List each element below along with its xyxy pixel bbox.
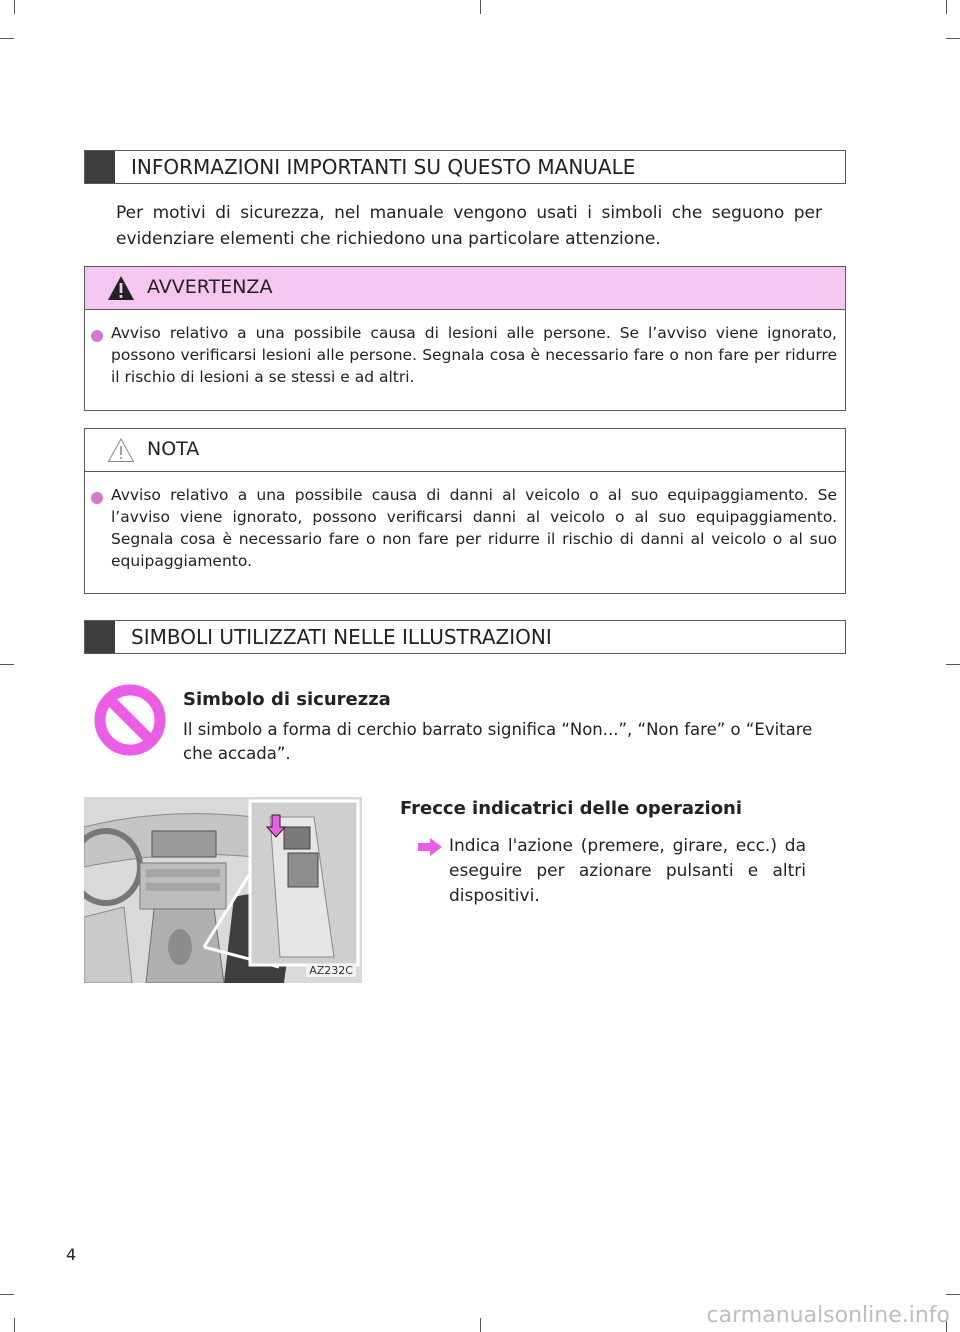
notice-label: NOTA	[147, 438, 200, 460]
section-header-manual-info	[84, 150, 846, 184]
section-title: INFORMAZIONI IMPORTANTI SU QUESTO MANUALE	[131, 155, 636, 179]
prohibition-symbol-icon	[94, 684, 166, 756]
operation-arrows-title: Frecce indicatrici delle operazioni	[400, 798, 743, 819]
crop-mark	[14, 1318, 15, 1332]
crop-mark	[946, 38, 960, 39]
section-header-block	[85, 151, 115, 183]
crop-mark	[14, 0, 15, 14]
warning-box	[84, 266, 846, 411]
crop-mark	[0, 38, 14, 39]
crop-mark	[0, 664, 14, 665]
section-header-illustration-symbols	[84, 620, 846, 654]
section-title: SIMBOLI UTILIZZATI NELLE ILLUSTRAZIONI	[131, 625, 552, 649]
intro-paragraph: Per motivi di sicurezza, nel manuale vengono usati i simboli che seguono per evidenziare elementi che richiedono una particolare attenzione.	[116, 203, 822, 249]
notice-box-body	[85, 472, 845, 582]
notice-box	[84, 428, 846, 594]
crop-mark	[480, 0, 481, 14]
safety-symbol-text: Il simbolo a forma di cerchio barrato significa “Non...”, “Non fare” o “Evitare che accada”.	[183, 720, 813, 763]
notice-text: Avviso relativo a una possibile causa di danni al veicolo o al suo equipaggiamento. Se l’avviso viene ignorato, possono verificarsi danni al veicolo o al suo equipaggiamento. Segnala cosa è necessario fare o non fare per ridurre il rischio di danni al veicolo o al suo equipaggiamento.	[111, 486, 837, 570]
warning-triangle-icon	[107, 275, 135, 301]
safety-symbol-title: Simbolo di sicurezza	[183, 689, 391, 710]
crop-mark	[480, 1318, 481, 1332]
car-console-drawing	[84, 797, 362, 983]
section-header-block	[85, 621, 115, 653]
warning-box-header	[85, 267, 845, 310]
bullet-dot-icon	[91, 492, 103, 504]
caution-triangle-outline-icon	[107, 437, 135, 463]
warning-box-body	[85, 310, 845, 398]
crop-mark	[0, 1294, 14, 1295]
crop-mark	[946, 1294, 960, 1295]
warning-text: Avviso relativo a una possibile causa di lesioni alle persone. Se l’avviso viene ignorato, possono verificarsi lesioni alle persone. Segnala cosa è necessario fare o non fare per ridurre il rischio di lesioni a se stessi e ad altri.	[111, 324, 837, 386]
pink-arrow-right-icon	[418, 838, 442, 856]
crop-mark	[946, 664, 960, 665]
illustration-code: AZ232C	[306, 964, 356, 977]
operation-arrows-text: Indica l'azione (premere, girare, ecc.) da eseguire per azionare pulsanti e altri dispositivi.	[449, 836, 806, 906]
warning-label: AVVERTENZA	[147, 276, 273, 298]
car-interior-illustration	[84, 797, 362, 983]
bullet-dot-icon	[91, 330, 103, 342]
crop-mark	[946, 0, 947, 14]
notice-box-header	[85, 429, 845, 472]
page-number: 4	[66, 1245, 77, 1264]
watermark: carmanualsonline.info	[706, 1303, 950, 1328]
